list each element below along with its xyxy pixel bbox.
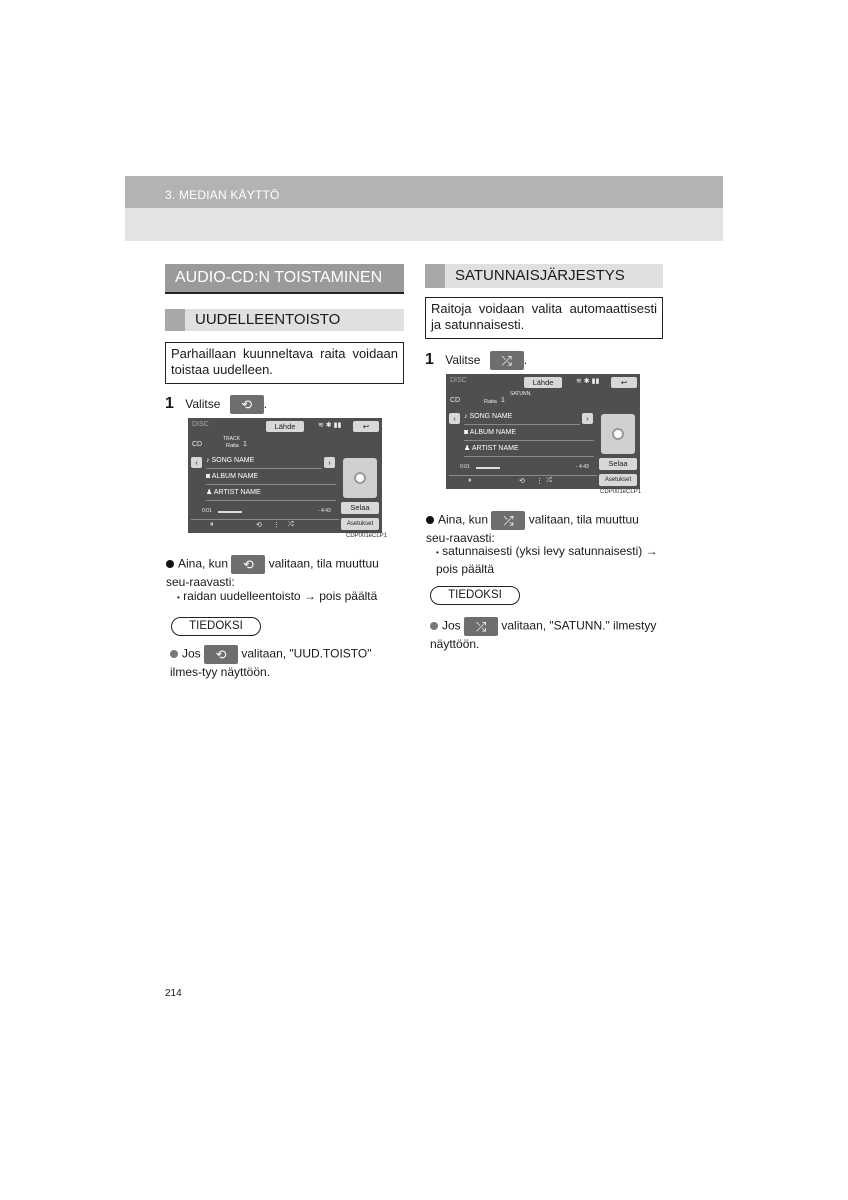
sub-bullet-right: • satunnaisesti (yksi levy satunnaisesti) → pois päältä: [436, 544, 658, 576]
status-icons: ≋ ✱ ▮▮: [576, 378, 600, 385]
shuffle-icon[interactable]: ⤮: [288, 521, 294, 528]
time-remaining: - 4:43: [318, 508, 331, 514]
track-number: 1: [243, 441, 247, 448]
page-number: 214: [165, 988, 182, 999]
shuffle-icon[interactable]: ⤮: [490, 351, 524, 370]
section-title-left: AUDIO-CD:N TOISTAMINEN: [165, 264, 404, 294]
note-dot: [170, 650, 178, 658]
header-subbar: [125, 208, 723, 241]
time-elapsed: 0:01: [460, 464, 470, 470]
bullet-pre: Aina, kun: [178, 556, 229, 571]
step-text: Valitse: [445, 353, 481, 367]
browse-button[interactable]: Selaa: [341, 502, 379, 514]
browse-button[interactable]: Selaa: [599, 458, 637, 470]
image-code: CDP001eCLP1: [346, 533, 388, 539]
time-remaining: - 4:43: [576, 464, 589, 470]
note-pre: Jos: [182, 646, 201, 661]
repeat-icon[interactable]: ⟲: [231, 555, 265, 574]
bullet-pre: Aina, kun: [438, 512, 489, 527]
step-number: 1: [165, 395, 174, 412]
screen-right: [446, 374, 640, 489]
disc-icon: [601, 414, 635, 454]
heading-marker: [165, 309, 185, 331]
artist-row[interactable]: ♟ ARTIST NAME: [206, 486, 336, 501]
section-title-right: [425, 264, 663, 288]
source-button[interactable]: Lähde: [266, 421, 304, 432]
album-name: ALBUM NAME: [211, 473, 259, 480]
progress-bar: [476, 467, 500, 469]
settings-button[interactable]: Asetukset: [341, 518, 379, 530]
time-elapsed: 0:01: [202, 508, 212, 514]
bullet-post: valitaan, tila muuttuu seu-raavasti:: [426, 512, 639, 545]
source-button[interactable]: Lähde: [524, 377, 562, 388]
sub-bullet-text: raidan uudelleentoisto → pois päältä: [183, 589, 378, 603]
intro-box-right: Raitoja voidaan valita automaattisesti ja satunnaisesti.: [425, 297, 663, 339]
artist-name: ARTIST NAME: [471, 445, 519, 452]
album-row[interactable]: ◙ ALBUM NAME: [464, 426, 594, 441]
step-1-right: [425, 351, 527, 370]
bullet-dot: [166, 560, 174, 568]
album-name: ALBUM NAME: [469, 429, 517, 436]
note-post: valitaan, "SATUNN." ilmestyy näyttöön.: [430, 618, 657, 651]
artist-name: ARTIST NAME: [213, 489, 261, 496]
shuffle-icon[interactable]: ⤮: [546, 477, 552, 484]
note-right: [430, 617, 663, 652]
note-dot: [430, 622, 438, 630]
step-end: .: [263, 397, 268, 411]
intro-box-left: Parhaillaan kuunneltava raita voidaan toistaa uudelleen.: [165, 342, 404, 384]
song-row[interactable]: ♪ SONG NAME: [206, 454, 322, 469]
track-number: 1: [501, 397, 505, 404]
repeat-icon[interactable]: ⟲: [519, 478, 525, 485]
screen-source: DISC: [450, 377, 467, 384]
note-left: [170, 645, 404, 680]
track-caption: SATUNN.: [510, 391, 532, 397]
note-label-right: TIEDOKSI: [430, 586, 520, 605]
subsection-title: [165, 309, 404, 331]
screen-cd: CD: [192, 441, 203, 448]
divider-icon: ⋮: [536, 478, 543, 485]
raita-label: Raita: [484, 399, 497, 405]
back-icon[interactable]: ↩: [353, 421, 379, 432]
next-icon[interactable]: ›: [324, 457, 335, 468]
section-title-right-text: SATUNNAISJÄRJESTYS: [455, 267, 625, 284]
subsection-title-text: UUDELLEENTOISTO: [195, 311, 341, 328]
bullet-right: [426, 511, 663, 546]
shuffle-icon[interactable]: ⤮: [491, 511, 525, 530]
album-row[interactable]: ◙ ALBUM NAME: [206, 470, 336, 485]
prev-icon[interactable]: ‹: [449, 413, 460, 424]
step-number: 1: [425, 351, 434, 368]
artist-row[interactable]: ♟ ARTIST NAME: [464, 442, 594, 457]
prev-icon[interactable]: ‹: [191, 457, 202, 468]
image-code: CDP001eCLP1: [600, 489, 642, 495]
heading-marker: [425, 264, 445, 288]
divider-icon: ⋮: [273, 522, 280, 529]
next-icon[interactable]: ›: [582, 413, 593, 424]
disc-icon: [343, 458, 377, 498]
breadcrumb: 3. MEDIAN KÄYTTÖ: [165, 188, 280, 202]
song-name: SONG NAME: [211, 457, 255, 464]
note-pre: Jos: [442, 618, 461, 633]
step-end: .: [523, 353, 528, 367]
note-post: valitaan, "UUD.TOISTO" ilmes-tyy näyttöön.: [170, 646, 372, 679]
bullet-post: valitaan, tila muuttuu seu-raavasti:: [166, 556, 379, 589]
sub-bullet-left: • raidan uudelleentoisto → pois päältä: [177, 589, 378, 603]
song-row[interactable]: ♪ SONG NAME: [464, 410, 580, 425]
track-caption: TRACK: [223, 436, 240, 442]
song-name: SONG NAME: [469, 413, 513, 420]
pause-icon[interactable]: ⏸: [468, 477, 472, 484]
note-label-left: TIEDOKSI: [171, 617, 261, 636]
screen-source: DISC: [192, 421, 209, 428]
screen-cd: CD: [450, 397, 461, 404]
shuffle-icon[interactable]: ⤮: [464, 617, 498, 636]
back-icon[interactable]: ↩: [611, 377, 637, 388]
repeat-icon[interactable]: ⟲: [230, 395, 264, 414]
screen-left: [188, 418, 382, 533]
pause-icon[interactable]: ⏸: [210, 521, 214, 528]
bullet-dot: [426, 516, 434, 524]
settings-button[interactable]: Asetukset: [599, 474, 637, 486]
step-text: Valitse: [185, 397, 221, 411]
repeat-icon[interactable]: ⟲: [204, 645, 238, 664]
bullet-left: [166, 555, 404, 590]
progress-bar: [218, 511, 242, 513]
step-1-left: [165, 395, 267, 414]
sub-bullet-text: satunnaisesti (yksi levy satunnaisesti) → pois päältä: [436, 544, 658, 576]
repeat-icon[interactable]: ⟲: [256, 522, 262, 529]
raita-label: Raita: [226, 443, 239, 449]
status-icons: ≋ ✱ ▮▮: [318, 422, 342, 429]
